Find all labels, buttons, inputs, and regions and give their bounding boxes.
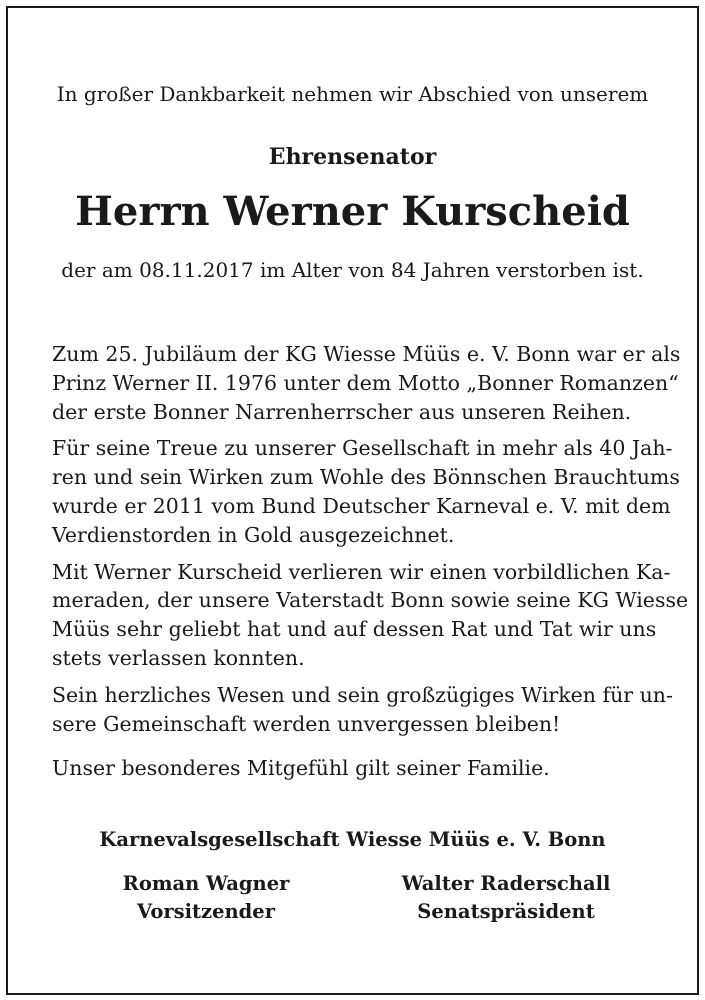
text-line: Prinz Werner II. 1976 unter dem Motto „Bonner Romanzen“ [52,370,679,395]
intro-line: In großer Dankbarkeit nehmen wir Abschied von unserem [56,82,649,106]
text-line: Verdienstorden in Gold ausgezeichnet. [52,522,455,547]
signer-title: Senatspräsident [417,900,595,923]
paragraph-merits [52,434,680,549]
signer-name: Roman Wagner [122,872,290,895]
text-line: meraden, der unsere Vaterstadt Bonn sowie seine KG Wiesse [52,588,689,613]
text-line: Für seine Treue zu unserer Gesellschaft in mehr als 40 Jah- [52,436,673,461]
text-line: Müüs sehr geliebt hat und auf dessen Rat und Tat wir uns [52,617,657,642]
death-date-line: der am 08.11.2017 im Alter von 84 Jahren verstorben ist. [61,258,644,282]
text-line: wurde er 2011 vom Bund Deutscher Karneval e. V. mit dem [52,493,671,518]
condolence-line: Unser besonderes Mitgefühl gilt seiner Familie. [52,756,550,780]
body-text [52,340,689,746]
signer-name: Walter Raderschall [401,872,611,895]
text-line: der erste Bonner Narrenherrscher aus unseren Reihen. [52,399,632,424]
text-line: Mit Werner Kurscheid verlieren wir einen vorbildlichen Ka- [52,559,671,584]
paragraph-jubilee [52,340,681,426]
deceased-name: Herrn Werner Kurscheid [75,188,630,235]
organization-name: Karnevalsgesellschaft Wiesse Müüs e. V. Bonn [99,828,606,851]
paragraph-remembrance [52,681,673,739]
text-line: Sein herzliches Wesen und sein großzügiges Wirken für un- [52,682,673,707]
text-line: ren und sein Wirken zum Wohle des Bönnschen Brauchtums [52,465,680,490]
text-line: stets verlassen konnten. [52,645,305,670]
signer-senate-president [386,870,626,926]
text-line: Zum 25. Jubiläum der KG Wiesse Müüs e. V. Bonn war er als [52,342,681,366]
paragraph-comrade [52,558,689,673]
signer-chairman [86,870,326,926]
signer-title: Vorsitzender [137,900,275,923]
honorific-title: Ehrensenator [268,144,437,170]
text-line: sere Gemeinschaft werden unvergessen bleiben! [52,711,561,736]
